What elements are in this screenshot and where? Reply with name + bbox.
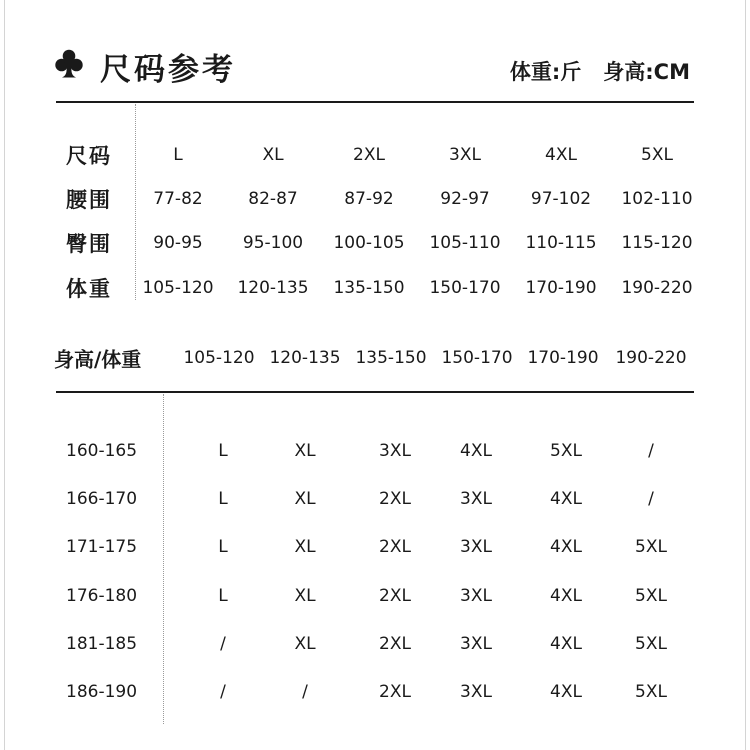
height-weight-cell: 3XL (379, 441, 411, 461)
weight-unit-label: 体重:斤 (509, 60, 582, 84)
weight-column-header: 135-150 (355, 348, 427, 368)
size-table-dotted-divider (135, 104, 136, 300)
height-weight-cell: 2XL (379, 634, 411, 654)
size-table-cell: 77-82 (153, 189, 203, 209)
right-border-line (745, 0, 746, 750)
height-weight-cell: 4XL (550, 537, 582, 557)
size-row-label: 体重 (66, 277, 112, 301)
height-weight-cell: 4XL (550, 634, 582, 654)
height-weight-cell: 5XL (635, 537, 667, 557)
height-weight-cell: 3XL (460, 537, 492, 557)
size-row-label: 腰围 (66, 188, 112, 212)
height-weight-cell: 4XL (460, 441, 492, 461)
size-table-cell: 5XL (641, 145, 673, 165)
height-weight-cell: 3XL (460, 682, 492, 702)
height-weight-cell: L (218, 489, 228, 509)
club-suit-icon (54, 48, 84, 80)
weight-column-header: 120-135 (269, 348, 341, 368)
height-weight-cell: 5XL (635, 634, 667, 654)
height-weight-cell: 2XL (379, 682, 411, 702)
weight-column-header: 170-190 (527, 348, 599, 368)
height-row-label: 160-165 (66, 441, 138, 461)
height-weight-cell: XL (294, 489, 316, 509)
page-title: 尺码参考 (100, 52, 236, 88)
unit-note (510, 56, 690, 86)
height-row-label: 166-170 (66, 489, 138, 509)
height-unit-label: 身高:CM (603, 60, 690, 84)
size-table-cell: L (173, 145, 183, 165)
height-weight-cell: / (648, 489, 654, 509)
size-table-cell: 150-170 (429, 278, 501, 298)
size-table-cell: 190-220 (621, 278, 693, 298)
size-table-cell: 2XL (353, 145, 385, 165)
weight-column-header: 150-170 (441, 348, 513, 368)
height-weight-cell: / (648, 441, 654, 461)
height-weight-cell: 5XL (550, 441, 582, 461)
size-table-cell: 90-95 (153, 233, 203, 253)
height-weight-cell: 2XL (379, 489, 411, 509)
height-row-label: 186-190 (66, 682, 138, 702)
height-weight-cell: 5XL (635, 682, 667, 702)
size-table-cell: XL (262, 145, 284, 165)
size-table-cell: 170-190 (525, 278, 597, 298)
height-weight-cell: / (302, 682, 308, 702)
height-weight-cell: / (220, 682, 226, 702)
height-row-label: 181-185 (66, 634, 138, 654)
size-table-cell: 100-105 (333, 233, 405, 253)
height-weight-cell: 4XL (550, 586, 582, 606)
size-table-cell: 3XL (449, 145, 481, 165)
height-weight-cell: XL (294, 537, 316, 557)
size-table-cell: 4XL (545, 145, 577, 165)
weight-column-header: 105-120 (183, 348, 255, 368)
size-table-cell: 135-150 (333, 278, 405, 298)
height-weight-cell: 3XL (460, 634, 492, 654)
size-table-cell: 110-115 (525, 233, 597, 253)
size-table-cell: 92-97 (440, 189, 490, 209)
size-table-cell: 115-120 (621, 233, 693, 253)
weight-column-header: 190-220 (615, 348, 687, 368)
size-table-cell: 97-102 (530, 189, 592, 209)
height-weight-cell: L (218, 537, 228, 557)
height-weight-cell: 4XL (550, 682, 582, 702)
middle-divider (56, 391, 694, 393)
height-weight-cell: 5XL (635, 586, 667, 606)
height-weight-cell: L (218, 586, 228, 606)
height-row-label: 171-175 (66, 537, 138, 557)
height-weight-cell: 2XL (379, 537, 411, 557)
height-row-label: 176-180 (66, 586, 138, 606)
size-row-label: 臀围 (66, 232, 112, 256)
top-divider (56, 101, 694, 103)
height-weight-cell: XL (294, 441, 316, 461)
size-table-cell: 102-110 (621, 189, 693, 209)
size-table-cell: 82-87 (248, 189, 298, 209)
height-weight-corner-label: 身高/体重 (54, 347, 142, 372)
height-weight-cell: L (218, 441, 228, 461)
height-table-dotted-divider (163, 394, 164, 724)
height-weight-cell: 4XL (550, 489, 582, 509)
size-table-cell: 105-110 (429, 233, 501, 253)
height-weight-cell: / (220, 634, 226, 654)
size-table-cell: 87-92 (344, 189, 394, 209)
size-table-cell: 120-135 (237, 278, 309, 298)
left-border-line (4, 0, 5, 750)
header (54, 40, 694, 96)
height-weight-cell: 3XL (460, 489, 492, 509)
height-weight-cell: 3XL (460, 586, 492, 606)
size-table-cell: 105-120 (142, 278, 214, 298)
size-table-cell: 95-100 (242, 233, 304, 253)
size-row-label: 尺码 (66, 144, 112, 168)
height-weight-cell: XL (294, 586, 316, 606)
height-weight-cell: XL (294, 634, 316, 654)
height-weight-cell: 2XL (379, 586, 411, 606)
